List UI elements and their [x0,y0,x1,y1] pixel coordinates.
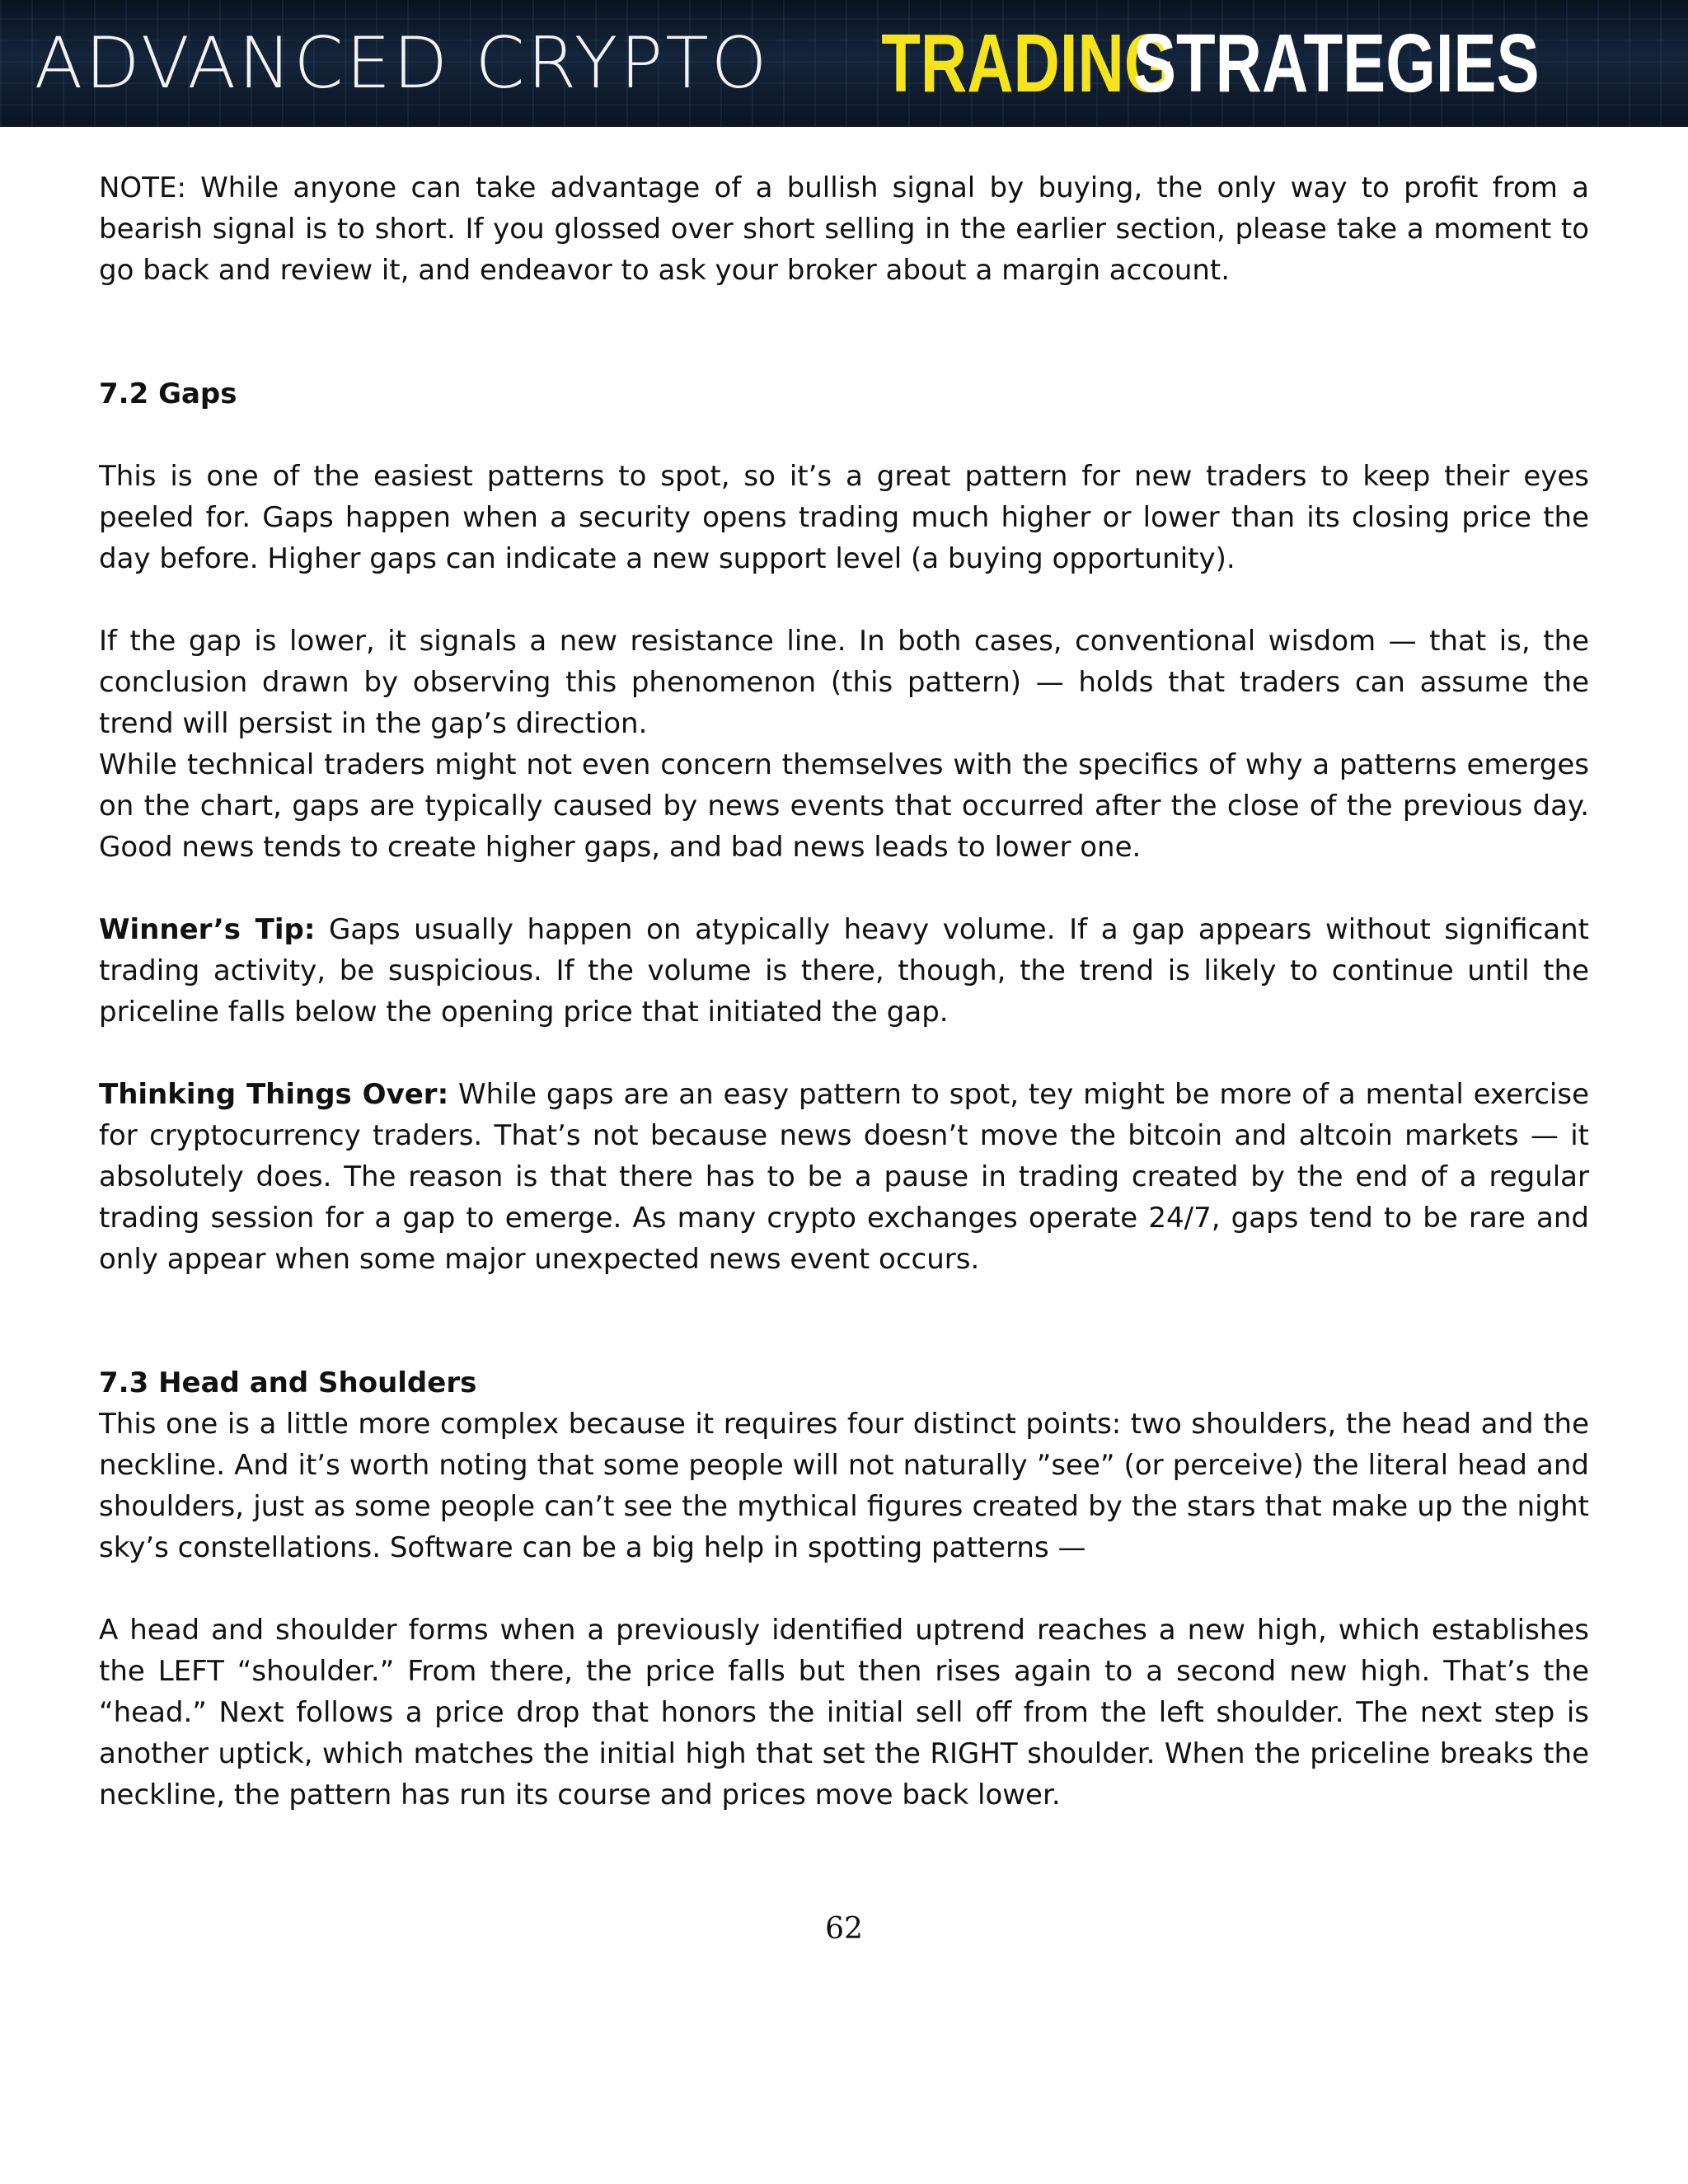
spacer [99,1033,1589,1074]
spacer [99,868,1589,909]
spacer [99,1568,1589,1610]
section-heading-head-and-shoulders: 7.3 Head and Shoulders [99,1366,477,1399]
spacer [99,415,1589,456]
winners-tip-label: Winner’s Tip: [99,913,316,946]
section-heading-gaps: 7.2 Gaps [99,377,237,410]
spacer [99,1280,1589,1362]
header-banner [0,0,1688,127]
banner-title [0,0,1688,127]
winners-tip-paragraph [99,909,1589,1033]
spacer [99,579,1589,621]
note-paragraph: NOTE: While anyone can take advantage of a bullish signal by buying, the only way to profit from a bearish signal is to short. If you glossed over short selling in the earlier section, please take a moment to go back and review it, and endeavor to ask your broker about a margin account. [99,171,1589,287]
spacer [99,291,1589,373]
gaps-paragraph-1: This is one of the easiest patterns to spot, so it’s a great pattern for new traders to keep their eyes peeled for. Gaps happen when a security opens trading much higher or lower than its closing price the day before. Higher gaps can indicate a new support level (a buying opportunity). [99,460,1589,575]
page-content [99,167,1589,1816]
winners-tip-text: Gaps usually happen on atypically heavy volume. If a gap appears without significant trading activity, be suspicious. If the volume is there, though, the trend is likely to continue until the priceline falls below the opening price that initiated the gap. [99,913,1589,1029]
page-number: 62 [825,1912,863,1946]
banner-title-trading: TRADING [881,16,1175,110]
thinking-things-over-paragraph [99,1074,1589,1280]
gaps-paragraph-2: If the gap is lower, it signals a new resistance line. In both cases, conventional wisdom — that is, the conclusion drawn by observing this phenomenon (this pattern) — holds that traders can assume the trend will persist in the gap’s direction. [99,625,1589,740]
banner-title-advanced-crypto: ADVANCED CRYPTO [34,22,770,105]
head-shoulders-paragraph-2: A head and shoulder forms when a previously identified uptrend reaches a new high, which establishes the LEFT “shoulder.” From there, the price falls but then rises again to a second new high. That’s the “head.” Next follows a price drop that honors the initial sell off from the left shoulder. The next step is another uptick, which matches the initial high that set the RIGHT shoulder. When the priceline breaks the neckline, the pattern has run its course and prices move back lower. [99,1614,1589,1811]
head-shoulders-paragraph-1: This one is a little more complex because it requires four distinct points: two shoulders, the head and the neckline. And it’s worth noting that some people will not naturally ”see” (or perceive) the literal head and shoulders, just as some people can’t see the mythical figures created by the stars that make up the night sky’s constellations. Software can be a big help in spotting patterns — [99,1408,1589,1564]
gaps-paragraph-3: While technical traders might not even concern themselves with the specifics of why a patterns emerges on the chart, gaps are typically caused by news events that occurred after the close of the previous day. Good news tends to create higher gaps, and bad news leads to lower one. [99,748,1589,864]
thinking-things-over-text: While gaps are an easy pattern to spot, tey might be more of a mental exercise for cryptocurrency traders. That’s not because news doesn’t move the bitcoin and altcoin markets — it absolutely does. The reason is that there has to be a pause in trading created by the end of a regular trading session for a gap to emerge. As many crypto exchanges operate 24/7, gaps tend to be rare and only appear when some major unexpected news event occurs. [99,1078,1589,1276]
banner-title-strategies: STRATEGIES [1132,16,1540,110]
thinking-things-over-label: Thinking Things Over: [99,1078,449,1111]
